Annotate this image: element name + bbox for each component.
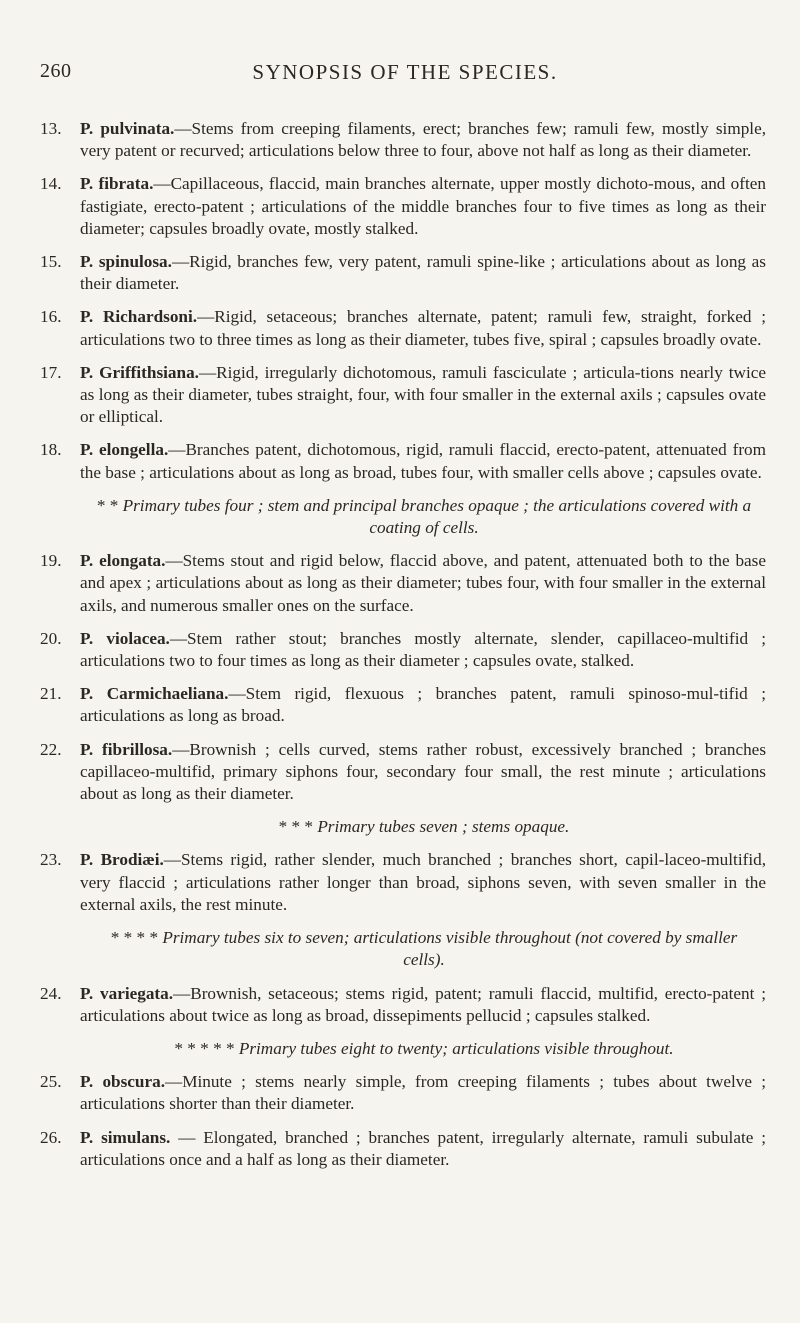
entry-number: 13.	[40, 119, 62, 138]
entry-number: 24.	[40, 983, 62, 1003]
species-name: P. fibrillosa.	[80, 739, 173, 759]
section-text: Primary tubes four ; stem and principal branches opaque ; the articulations covered with a coating of cells.	[122, 495, 752, 538]
species-entry	[40, 306, 766, 350]
entry-number: 23.	[40, 850, 62, 870]
species-name: P. pulvinata.	[80, 119, 175, 138]
entry-number: 18.	[40, 440, 62, 460]
species-name: P. Brodiæi.	[80, 850, 164, 870]
species-name: P. violacea.	[80, 628, 170, 648]
species-description: —Rigid, setaceous; branches alternate, patent; ramuli few, straight, forked ; articulations two to three times as long as their diameter, tubes five, spiral ; capsules broadly ovate.	[80, 307, 766, 349]
section-stars: * *	[96, 495, 119, 515]
entry-number: 16.	[40, 307, 62, 327]
section-text: Primary tubes six to seven; articulations visible throughout (not covered by smaller cells).	[162, 928, 738, 970]
species-list	[40, 118, 766, 1182]
entry-number: 17.	[40, 362, 62, 382]
section-text: Primary tubes seven ; stems opaque.	[317, 817, 570, 837]
species-name: P. elongella.	[80, 440, 169, 460]
species-description: —Brownish ; cells curved, stems rather robust, excessively branched ; branches capillaceo-multifid, primary siphons four, secondary four small, the rest minute ; articulations about as long as their diameter.	[80, 739, 767, 804]
species-description: — Elongated, branched ; branches patent, irregularly alternate, ramuli subulate ; articulations once and a half as long as their diameter.	[80, 1127, 766, 1169]
species-entry	[40, 983, 766, 1027]
species-entry	[40, 628, 766, 672]
section-stars: * * * * *	[174, 1038, 235, 1058]
entry-number: 14.	[40, 174, 62, 194]
section-heading	[90, 1038, 758, 1060]
section-heading	[90, 495, 758, 539]
species-description: —Stem rigid, flexuous ; branches patent, ramuli spinoso-mul-tifid ; articulations as long as broad.	[80, 684, 766, 726]
entry-number: 20.	[40, 628, 62, 648]
species-description: —Stem rather stout; branches mostly alternate, slender, capillaceo-multifid ; articulations two to four times as long as their diameter ; capsules ovate, stalked.	[80, 628, 766, 671]
species-entry	[40, 439, 766, 483]
species-entry	[40, 683, 766, 727]
entry-number: 21.	[40, 684, 62, 704]
entry-number: 26.	[40, 1127, 62, 1147]
species-description: —Minute ; stems nearly simple, from creeping filaments ; tubes about twelve ; articulations shorter than their diameter.	[80, 1072, 766, 1114]
species-description: —Stems rigid, rather slender, much branched ; branches short, capil-laceo-multifid, very flaccid ; articulations rather longer than broad, siphons seven, with seven smaller in the external axils, the rest minute.	[80, 850, 766, 914]
section-stars: * * * *	[110, 928, 159, 948]
species-entry	[40, 251, 766, 295]
section-stars: * * *	[278, 817, 314, 837]
species-name: P. spinulosa.	[80, 252, 172, 272]
species-entry	[40, 173, 766, 240]
species-description: —Rigid, irregularly dichotomous, ramuli fasciculate ; articula-tions nearly twice as long as their diameter, tubes straight, four, with four smaller in the external axils ; capsules ovate or elliptical.	[80, 362, 766, 427]
running-title: SYNOPSIS OF THE SPECIES.	[252, 60, 558, 84]
species-name: P. simulans.	[80, 1127, 171, 1147]
species-description: —Brownish, setaceous; stems rigid, patent; ramuli flaccid, multifid, erecto-patent ; articulations about twice as long as broad, dissepiments pellucid ; capsules stalked.	[80, 983, 766, 1025]
species-name: P. Griffithsiana.	[80, 362, 199, 382]
section-heading	[90, 816, 758, 838]
species-description: —Capillaceous, flaccid, main branches alternate, upper mostly dichoto-mous, and often fastigiate, erecto-patent ; articulations of the middle branches four to five times as long as their diameter; capsules broadly ovate, mostly stalked.	[80, 174, 766, 238]
species-description: —Branches patent, dichotomous, rigid, ramuli flaccid, erecto-patent, attenuated from the base ; articulations about as long as broad, tubes four, with smaller cells above ; capsules ovate.	[80, 440, 767, 482]
species-description: —Stems stout and rigid below, flaccid above, and patent, attenuated both to the base and apex ; articulations about as long as their diameter; tubes four, with four smaller in the external axils, and numerous smaller ones on the surface.	[80, 551, 766, 615]
species-name: P. Richardsoni.	[80, 307, 198, 327]
page-header	[40, 60, 770, 90]
species-name: P. Carmichaeliana.	[80, 684, 229, 704]
species-entry	[40, 1127, 766, 1171]
section-heading	[90, 927, 758, 971]
species-entry	[40, 118, 766, 162]
species-description: —Rigid, branches few, very patent, ramuli spine-like ; articulations about as long as their diameter.	[80, 252, 766, 294]
page-number: 260	[40, 60, 72, 82]
species-name: P. elongata.	[80, 551, 166, 571]
species-name: P. obscura.	[80, 1072, 165, 1092]
section-text: Primary tubes eight to twenty; articulations visible throughout.	[238, 1038, 674, 1058]
species-entry	[40, 849, 766, 916]
entry-number: 22.	[40, 739, 62, 759]
entry-number: 15.	[40, 252, 62, 272]
entry-number: 25.	[40, 1072, 62, 1092]
species-name: P. variegata.	[80, 983, 174, 1003]
species-entry	[40, 739, 766, 806]
species-description: —Stems from creeping filaments, erect; branches few; ramuli few, mostly simple, very patent or recurved; articulations below three to four, above not half as long as their diameter.	[80, 119, 766, 161]
species-entry	[40, 550, 766, 617]
species-entry	[40, 362, 766, 429]
species-name: P. fibrata.	[80, 174, 154, 194]
entry-number: 19.	[40, 551, 62, 571]
species-entry	[40, 1071, 766, 1115]
